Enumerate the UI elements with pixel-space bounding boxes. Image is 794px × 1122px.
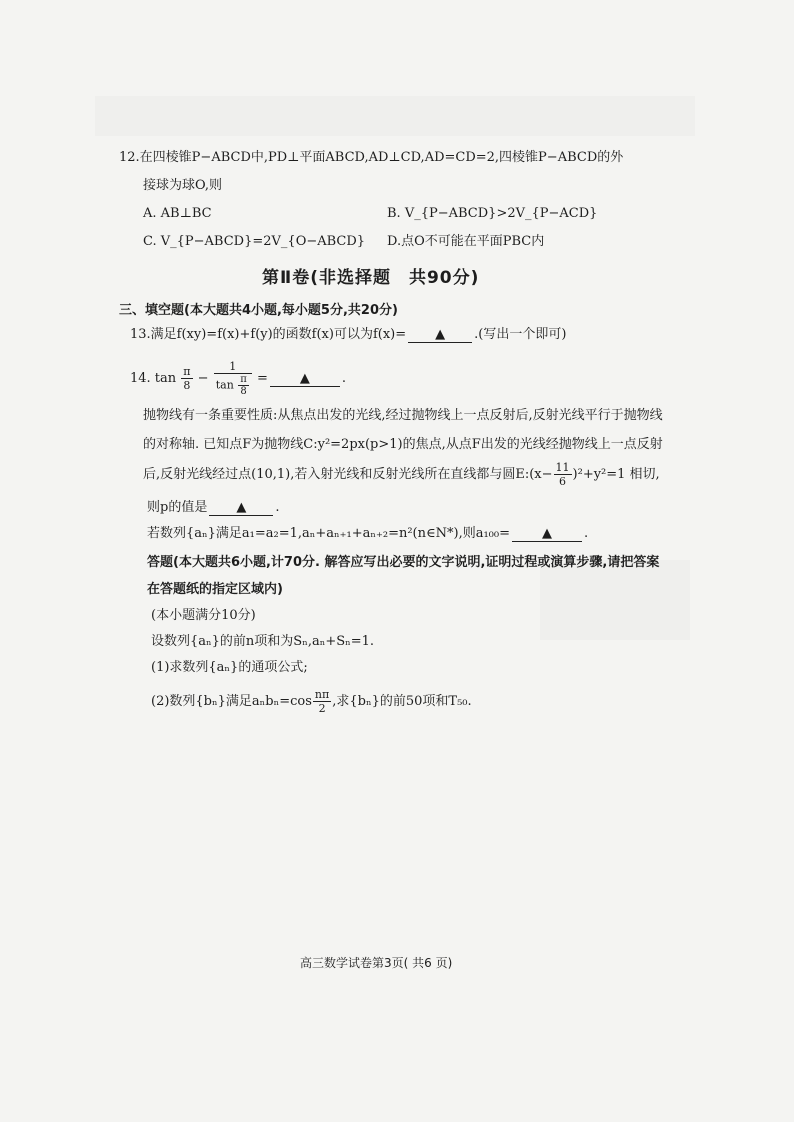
q14-reciprocal-num: 1 [214,360,252,374]
solve-heading-line2: 在答题纸的指定区域内) [147,582,283,597]
q14-minus: − [197,371,209,386]
q14-equals: = [257,371,268,386]
blank-marker: ▲ [542,526,552,541]
q14-frac-reciprocal [214,360,252,397]
q12-option-a: A. AB⊥BC [143,206,212,221]
q17-frac-den: 2 [318,702,326,715]
q13-text: 13.满足f(xy)=f(x)+f(y)的函数f(x)可以为f(x)= [130,327,407,342]
q17-frac-num: nπ [314,688,330,701]
q15-frac-den: 6 [559,475,567,488]
q12-option-b: B. V_{P−ABCD}>2V_{P−ACD} [387,206,598,221]
q14-frac-den: 8 [183,379,191,392]
q13-line [130,326,566,344]
q14-answer-blank [270,371,340,387]
section-2-title: 第Ⅱ卷(非选择题 共90分) [262,268,480,288]
q15-line1: 抛物线有一条重要性质:从焦点出发的光线,经过抛物线上一点反射后,反射光线平行于抛物线 [143,408,663,423]
q15-line2: 的对称轴. 已知点F为抛物线C:y²=2px(p>1)的焦点,从点F出发的光线经抛物线上一点反射 [143,437,663,452]
q15-answer-blank [209,500,273,516]
blank-marker: ▲ [435,327,446,342]
q12-option-d: D.点O不可能在平面PBC内 [387,234,545,249]
q13-answer-blank [408,327,472,343]
q17-part2-start: (2)数列{bₙ}满足aₙbₙ=cos [151,694,312,709]
q16-answer-blank [512,526,582,542]
q17-part2-end: ,求{bₙ}的前50项和T₅₀. [332,694,472,709]
q16-line: 若数列{aₙ}满足a₁=a₂=1,aₙ+aₙ₊₁+aₙ₊₂=n²(n∈N*),则a₁₀₀= ▲ . [147,526,589,541]
blank-marker: ▲ [236,500,247,515]
q14-frac-num: π [183,365,191,378]
q14-line: 14. tan $\frac{\pi}{8}$ − 1 tan $\frac{\pi}{8}$ = ▲ . [130,360,347,397]
q15-line3-end: )²+y²=1 相切, [572,467,660,482]
q12-line2: 接球为球O,则 [143,178,223,193]
q15-frac-11-6 [554,461,572,488]
q15-line4: 则p的值是 ▲ . [147,500,280,515]
q12-option-c: C. V_{P−ABCD}=2V_{O−ABCD} [143,234,366,249]
q13-hint: .(写出一个即可) [474,327,567,342]
q17-part2 [151,688,472,715]
q15-frac-num: 11 [555,461,570,474]
q17-frac-npi-2 [313,688,331,715]
q17-stem: 设数列{aₙ}的前n项和为Sₙ,aₙ+Sₙ=1. [151,634,375,649]
q15-line3 [143,461,660,488]
fill-in-heading: 三、填空题(本大题共4小题,每小题5分,共20分) [119,303,398,318]
q14-reciprocal-den [214,374,252,397]
q16-text: 若数列{aₙ}满足a₁=a₂=1,aₙ+aₙ₊₁+aₙ₊₂=n²(n∈N*),则a₁₀₀= [147,526,510,541]
q15-line4-text: 则p的值是 [147,500,208,515]
q17-score: (本小题满分10分) [151,608,256,623]
q17-part1: (1)求数列{aₙ}的通项公式; [151,660,308,675]
solve-heading-line1: 答题(本大题共6小题,计70分. 解答应写出必要的文字说明,证明过程或演算步骤,请把答案 [147,555,660,570]
q14-frac-pi-8 [181,365,192,392]
blank-marker: ▲ [299,371,310,386]
page-footer: 高三数学试卷第3页( 共6 页) [300,956,453,970]
q14-inner-num: π [240,374,247,385]
q14-tan-label: tan [215,378,234,392]
q14-inner-den: 8 [240,386,247,397]
scan-smudge [95,96,695,136]
q14-prefix: 14. tan [130,371,177,386]
q12-line1: 12.在四棱锥P−ABCD中,PD⊥平面ABCD,AD⊥CD,AD=CD=2,四棱锥P−ABCD的外 [119,150,624,165]
scan-smudge [540,560,690,640]
q15-line3-start: 后,反射光线经过点(10,1),若入射光线和反射光线所在直线都与圆E:(x− [143,467,553,482]
q14-inner-frac [238,374,249,397]
